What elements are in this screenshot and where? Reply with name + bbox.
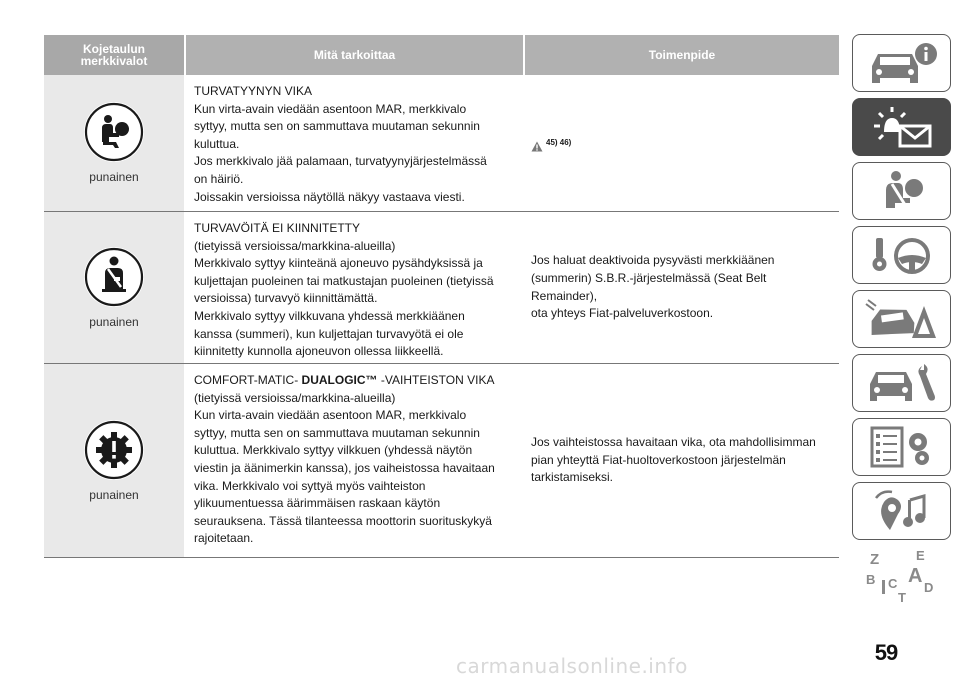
header-action: Toimenpide: [523, 35, 839, 75]
tab-index[interactable]: [852, 546, 951, 604]
tab-emergency[interactable]: [852, 290, 951, 348]
tab-starting-driving[interactable]: [852, 226, 951, 284]
airbag-warning-icon: [84, 102, 144, 162]
warning-references: 45) 46): [531, 134, 835, 152]
multimedia-icon: [862, 488, 942, 534]
car-info-icon: [862, 40, 942, 86]
meaning-cell: TURVAVÖITÄ EI KIINNITETTY (tietyissä versioissa/markkina-alueilla) Merkkivalo syttyy kiinteänä ajoneuvo pysähdyksissä ja kuljettajan puoleinen tai matkustajan puoleinen (tietyissä versioissa) turvavyö kiinnittämättä. Merkkivalo syttyy vilkkuvana yhdessä merkkiäänen kanssa (summeri), kun kuljettajan turvavyötä ei ole kiinnitetty kunnolla ajoneuvon ollessa liikkeellä.: [194, 221, 494, 359]
tab-multimedia[interactable]: [852, 482, 951, 540]
warning-lights-table: [44, 35, 839, 558]
key-steering-wheel-icon: [862, 232, 942, 278]
svg-text:T: T: [897, 590, 906, 604]
svg-text:A: A: [907, 565, 922, 587]
color-label: punainen: [89, 314, 139, 329]
watermark: carmanualsonline.info: [456, 654, 688, 678]
tab-safety[interactable]: [852, 162, 951, 220]
action-cell: Jos haluat deaktivoida pysyvästi merkkiäänen (summerin) S.B.R.-järjestelmässä (Seat Belt Remainder), ota yhteys Fiat-palveluverkostoon.: [531, 253, 775, 321]
action-cell: [523, 75, 839, 211]
airbag-seat-icon: [862, 168, 942, 214]
table-row: [44, 212, 839, 364]
svg-text:B: B: [865, 572, 875, 587]
table-row: [44, 364, 839, 558]
car-service-icon: [862, 360, 942, 406]
meaning-cell: TURVATYYNYN VIKA Kun virta-avain viedään asentoon MAR, merkkivalo syttyy, mutta sen on sammuttava muutaman sekunnin kuluttua. Jos merkkivalo jää palamaan, turvatyynyjärjestelmässä on häiriö. Joissakin versioissa näytöllä näkyy vastaava viesti.: [194, 84, 487, 204]
svg-text:C: C: [887, 576, 897, 591]
gearbox-fault-icon: [84, 420, 144, 480]
page-number: 59: [874, 640, 898, 665]
svg-text:Z: Z: [869, 551, 879, 568]
tab-warning-lights[interactable]: [852, 98, 951, 156]
chapter-nav: [852, 34, 953, 610]
seatbelt-warning-icon: [84, 247, 144, 307]
color-label: punainen: [89, 487, 139, 502]
table-row: [44, 75, 839, 212]
header-meaning: Mitä tarkoittaa: [184, 35, 523, 75]
tab-technical-data[interactable]: [852, 418, 951, 476]
color-label: punainen: [89, 170, 139, 184]
svg-text:E: E: [915, 548, 925, 563]
tab-maintenance[interactable]: [852, 354, 951, 412]
car-accident-icon: [862, 296, 942, 342]
caution-triangle-icon: [531, 141, 543, 152]
table-header: [44, 35, 839, 75]
action-cell: Jos vaihteistossa havaitaan vika, ota mahdollisimman pian yhteyttä Fiat-huoltoverkostoon järjestelmän tarkistamiseksi.: [531, 435, 816, 485]
tab-car-info[interactable]: [852, 34, 951, 92]
alphabetical-index-icon: [862, 546, 942, 604]
header-warning-lights: Kojetaulun merkkivalot: [44, 35, 184, 75]
svg-text:D: D: [923, 580, 933, 595]
meaning-cell: COMFORT-MATIC- DUALOGIC™ -VAIHTEISTON VIKA (tietyissä versioissa/markkina-alueilla) Kun virta-avain viedään asentoon MAR, merkkivalo syttyy, mutta sen on sammuttava muutaman sekunnin kuluttua. Merkkivalo syttyy vilkkuen (yhdessä näytön viestin ja äänimerkin kanssa), jos vaiheistossa havaitaan vika. Merkkivalo voi syttyä myös vaihteiston ylikuumentuessa äärimmäisen raskaan käytön seurauksena. Tässä tilanteessa moottorin suorituskykyä rajoitetaan.: [194, 373, 495, 546]
checklist-gear-icon: [862, 424, 942, 470]
warning-lights-icon: [862, 104, 942, 150]
